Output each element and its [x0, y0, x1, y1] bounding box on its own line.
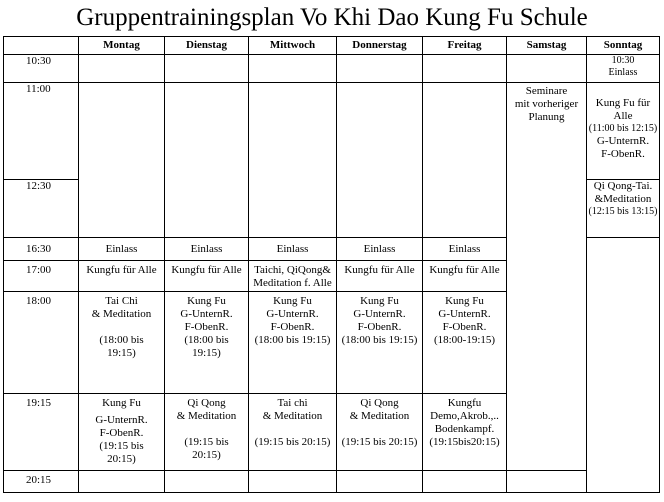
time-cell: 16:30 [4, 238, 79, 261]
session-cell [249, 394, 337, 471]
session-cell [165, 394, 249, 471]
sunday-1100-line: (11:00 bis 12:15) [588, 123, 658, 134]
session-cell [337, 292, 423, 394]
session-line: & Meditation [91, 308, 152, 320]
einlass-cell: Einlass [337, 238, 423, 261]
session-line: F-ObenR. [184, 321, 229, 333]
sunday-1100-line: Alle [613, 110, 633, 122]
empty-cell [79, 471, 165, 493]
saturday-seminar-cell [507, 83, 587, 471]
sunday-1100-line: F-ObenR. [601, 148, 645, 160]
day-header-saturday: Samstag [507, 37, 587, 55]
session-line: (18:00 bis 19:15) [254, 334, 331, 346]
empty-cell [249, 55, 337, 83]
session-line: F-ObenR. [357, 321, 402, 333]
einlass-cell: Einlass [79, 238, 165, 261]
session-line: (18:00-19:15) [433, 334, 496, 346]
day-header-wednesday: Mittwoch [249, 37, 337, 55]
session-line: (19:15 bis [99, 440, 144, 452]
sunday-1100-line: G-UnternR. [596, 135, 650, 147]
session-line: Demo,Akrob.,.. [430, 410, 499, 422]
sunday-1030-cell [587, 55, 660, 83]
empty-cell [337, 471, 423, 493]
empty-cell [587, 238, 660, 493]
saturday-note-line: mit vorheriger [514, 98, 579, 110]
session-line: 19:15) [107, 347, 136, 359]
empty-cell [165, 55, 249, 83]
day-header-monday: Montag [79, 37, 165, 55]
row-2015 [4, 471, 660, 493]
session-cell [79, 292, 165, 394]
session-line: & Meditation [262, 410, 323, 422]
empty-cell [79, 55, 165, 83]
session-line: Kung Fu [360, 295, 399, 307]
session-cell [79, 394, 165, 471]
session-cell [249, 292, 337, 394]
session-line: Kung Fu [102, 397, 141, 409]
page-title: Gruppentrainingsplan Vo Khi Dao Kung Fu Schule [76, 4, 588, 31]
session-line: (19:15 bis 20:15) [341, 436, 418, 448]
corner-cell [4, 37, 79, 55]
header-row [4, 37, 660, 55]
day-header-sunday: Sonntag [587, 37, 660, 55]
session-line: Tai Chi [105, 295, 138, 307]
session-line: (19:15bis20:15) [429, 436, 500, 448]
session-line: Kung Fu [187, 295, 226, 307]
session-line: G-UnternR. [266, 308, 319, 320]
time-cell: 17:00 [4, 261, 79, 292]
spacer [250, 423, 335, 436]
empty-cell [165, 83, 249, 238]
session-line: Kungfu [447, 397, 482, 409]
session-line: F-ObenR. [442, 321, 487, 333]
empty-cell [423, 471, 507, 493]
session-line: & Meditation [349, 410, 410, 422]
empty-cell [507, 471, 587, 493]
sunday-1100-line: Kung Fu für [595, 97, 651, 109]
time-cell: 12:30 [4, 180, 79, 238]
saturday-note-line: Seminare [525, 85, 568, 97]
session-cell: Kungfu für Alle [79, 261, 165, 292]
session-line: Qi Qong [187, 397, 226, 409]
session-cell [337, 394, 423, 471]
schedule-table [3, 36, 660, 493]
session-cell: Kungfu für Alle [165, 261, 249, 292]
session-line: G-UnternR. [180, 308, 233, 320]
session-line: & Meditation [176, 410, 237, 422]
sunday-1230-line: (12:15 bis 13:15) [588, 206, 658, 217]
spacer [166, 423, 247, 436]
empty-cell [507, 55, 587, 83]
session-cell [423, 292, 507, 394]
session-cell [423, 394, 507, 471]
session-line: 19:15) [192, 347, 221, 359]
sunday-1100-cell [587, 83, 660, 180]
empty-cell [79, 83, 165, 238]
session-line: G-UnternR. [438, 308, 491, 320]
spacer [338, 423, 421, 436]
session-line: (18:00 bis 19:15) [341, 334, 418, 346]
session-line: Taichi, QiQong& [254, 264, 331, 276]
sunday-1230-line: &Meditation [594, 193, 652, 205]
time-cell: 18:00 [4, 292, 79, 394]
session-line: Meditation f. Alle [253, 277, 332, 289]
sunday-1230-line: Qi Qong-Tai. [593, 180, 653, 192]
saturday-note-line: Planung [528, 111, 565, 123]
session-cell [249, 261, 337, 292]
session-line: (19:15 bis [184, 436, 229, 448]
time-cell: 19:15 [4, 394, 79, 471]
session-line: 20:15) [192, 449, 221, 461]
session-cell [165, 292, 249, 394]
session-line: F-ObenR. [99, 427, 144, 439]
sunday-1030-label: Einlass [608, 67, 638, 78]
empty-cell [423, 55, 507, 83]
session-line: 20:15) [107, 453, 136, 465]
empty-cell [249, 83, 337, 238]
sunday-1230-cell [587, 180, 660, 238]
empty-cell [423, 83, 507, 238]
session-line: Tai chi [277, 397, 308, 409]
session-cell: Kungfu für Alle [337, 261, 423, 292]
session-line: F-ObenR. [270, 321, 315, 333]
session-line: (18:00 bis [184, 334, 229, 346]
time-cell: 20:15 [4, 471, 79, 493]
session-line: (18:00 bis [99, 334, 144, 346]
empty-cell [165, 471, 249, 493]
day-header-friday: Freitag [423, 37, 507, 55]
time-cell: 11:00 [4, 83, 79, 180]
session-line: G-UnternR. [353, 308, 406, 320]
row-1100 [4, 83, 660, 180]
empty-cell [337, 55, 423, 83]
session-line: Bodenkampf. [434, 423, 495, 435]
sunday-1030-time: 10:30 [611, 55, 635, 66]
time-cell: 10:30 [4, 55, 79, 83]
empty-cell [337, 83, 423, 238]
session-line: Kung Fu [273, 295, 312, 307]
day-header-tuesday: Dienstag [165, 37, 249, 55]
empty-cell [249, 471, 337, 493]
session-line: (19:15 bis 20:15) [254, 436, 331, 448]
session-line: G-UnternR. [95, 414, 148, 426]
einlass-cell: Einlass [249, 238, 337, 261]
session-line: Qi Qong [360, 397, 399, 409]
spacer [80, 321, 163, 334]
session-line: Kung Fu [445, 295, 484, 307]
einlass-cell: Einlass [423, 238, 507, 261]
row-1030 [4, 55, 660, 83]
day-header-thursday: Donnerstag [337, 37, 423, 55]
session-cell: Kungfu für Alle [423, 261, 507, 292]
einlass-cell: Einlass [165, 238, 249, 261]
